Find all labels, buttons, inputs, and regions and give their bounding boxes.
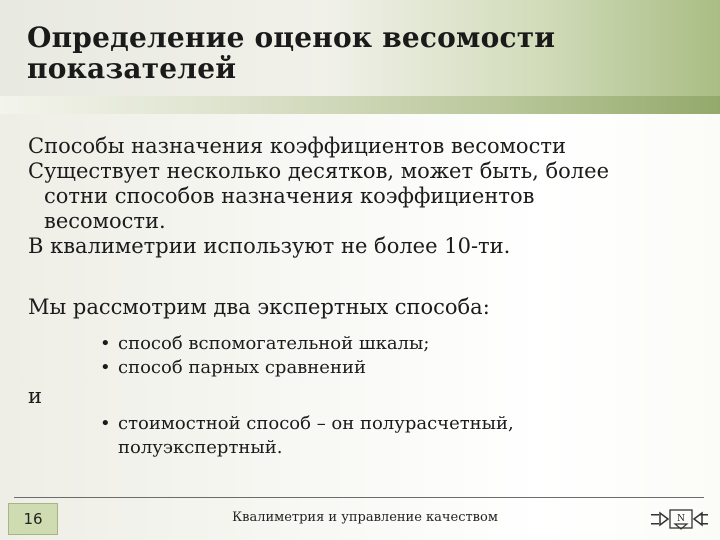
- body-line-qualimetry: В квалиметрии используют не более 10-ти.: [28, 234, 511, 258]
- body-line-count-cont: сотни способов назначения коэффициентов: [44, 184, 535, 208]
- cost-method-list: [100, 412, 640, 460]
- body-line-intro: Мы рассмотрим два экспертных способа:: [28, 295, 490, 319]
- slide-header: [0, 0, 720, 96]
- bullet-icon: •: [100, 357, 111, 378]
- list-item-text: стоимостной способ – он полурасчетный,: [118, 413, 514, 434]
- body-line-heading: Способы назначения коэффициентов весомости: [28, 134, 566, 158]
- list-item: [100, 356, 640, 380]
- bullet-icon: •: [100, 333, 111, 354]
- bullet-icon: •: [100, 413, 111, 434]
- slide-body: [28, 134, 688, 320]
- list-item-text: способ парных сравнений: [118, 357, 366, 378]
- footer-course-title: Квалиметрия и управление качеством: [232, 510, 498, 525]
- nav-label: N: [677, 514, 685, 524]
- body-line-count-end: весомости.: [44, 209, 166, 233]
- header-band: [0, 96, 720, 114]
- slide-title: Определение оценок весомости показателей: [27, 21, 556, 85]
- list-item: [100, 332, 640, 356]
- body-line-count: Существует несколько десятков, может быть, более: [28, 159, 610, 183]
- list-item-text-cont: полуэкспертный.: [118, 437, 283, 458]
- page-number: 16: [8, 503, 58, 535]
- list-item: [100, 412, 640, 460]
- list-item-text: способ вспомогательной шкалы;: [118, 333, 430, 354]
- navigation-icon[interactable]: [648, 505, 710, 533]
- expert-methods-list: [100, 332, 640, 380]
- connector-text: и: [28, 384, 42, 408]
- footer-divider: [14, 497, 704, 498]
